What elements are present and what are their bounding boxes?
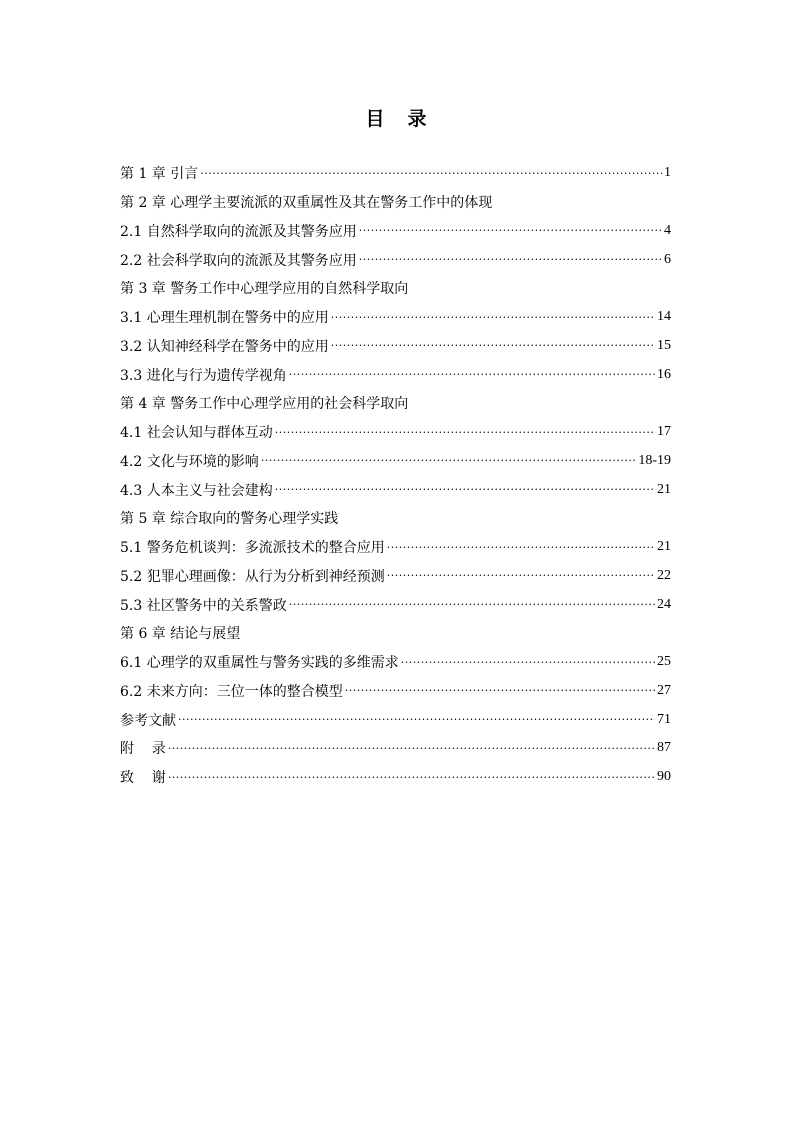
toc-entry-appendix[interactable]	[120, 734, 671, 763]
toc-page-number: 71	[657, 711, 671, 727]
toc-entry-4-1[interactable]	[120, 418, 671, 447]
toc-page-number: 27	[657, 682, 671, 698]
toc-leader	[289, 599, 655, 610]
toc-entry-6-2[interactable]	[120, 677, 671, 706]
toc-leader	[387, 542, 655, 553]
toc-entry-chapter-3[interactable]	[120, 274, 671, 303]
toc-page-number: 90	[657, 769, 671, 785]
toc-entry-3-2[interactable]	[120, 332, 671, 361]
toc-label: 4.3 人本主义与社会建构	[120, 482, 273, 499]
toc-page-number: 1	[664, 165, 671, 181]
toc-label: 5.2 犯罪心理画像：从行为分析到神经预测	[120, 568, 385, 585]
toc-leader	[359, 225, 662, 236]
toc-leader	[345, 685, 655, 696]
toc-page-number: 25	[657, 654, 671, 670]
toc-entry-2-2[interactable]	[120, 245, 671, 274]
toc-page-number: 16	[657, 366, 671, 382]
toc-label: 3.1 心理生理机制在警务中的应用	[120, 310, 329, 327]
toc-entry-6-1[interactable]	[120, 648, 671, 677]
title-char-2: 录	[407, 108, 428, 130]
toc-entry-5-2[interactable]	[120, 562, 671, 591]
toc-entry-3-3[interactable]	[120, 360, 671, 389]
toc-label: 2.1 自然科学取向的流派及其警务应用	[120, 223, 357, 240]
toc-label: 致 谢	[120, 770, 166, 787]
table-of-contents	[120, 159, 671, 792]
toc-leader	[261, 455, 637, 466]
toc-label: 6.1 心理学的双重属性与警务实践的多维需求	[120, 655, 399, 672]
toc-page-number: 22	[657, 567, 671, 583]
toc-label: 5.1 警务危机谈判：多流派技术的整合应用	[120, 540, 385, 557]
toc-page-number: 87	[657, 740, 671, 756]
toc-entry-4-2[interactable]	[120, 447, 671, 476]
toc-page-number: 21	[657, 539, 671, 555]
toc-label: 5.3 社区警务中的关系警政	[120, 597, 287, 614]
toc-leader	[331, 312, 655, 323]
toc-label: 4.2 文化与环境的影响	[120, 453, 259, 470]
toc-entry-references[interactable]	[120, 705, 671, 734]
toc-entry-chapter-1[interactable]	[120, 159, 671, 188]
toc-entry-5-3[interactable]	[120, 590, 671, 619]
toc-leader	[289, 369, 655, 380]
toc-leader	[168, 743, 655, 754]
toc-entry-acknowledgements[interactable]	[120, 763, 671, 792]
toc-page-number: 14	[657, 309, 671, 325]
toc-label: 附 录	[120, 741, 166, 758]
toc-leader	[359, 254, 662, 265]
toc-entry-4-3[interactable]	[120, 475, 671, 504]
toc-page-number: 21	[657, 481, 671, 497]
toc-label: 第 3 章 警务工作中心理学应用的自然科学取向	[120, 281, 409, 298]
toc-leader	[275, 484, 655, 495]
toc-page-number: 4	[664, 222, 671, 238]
toc-leader	[200, 168, 662, 179]
toc-label: 第 1 章 引言	[120, 166, 199, 183]
toc-label: 第 5 章 综合取向的警务心理学实践	[120, 511, 339, 528]
toc-entry-2-1[interactable]	[120, 217, 671, 246]
toc-leader	[168, 772, 655, 783]
toc-leader	[401, 657, 655, 668]
toc-label: 参考文献	[120, 712, 176, 729]
toc-entry-chapter-2[interactable]	[120, 188, 671, 217]
toc-leader	[331, 340, 655, 351]
toc-label: 第 2 章 心理学主要流派的双重属性及其在警务工作中的体现	[120, 195, 493, 212]
toc-label: 第 4 章 警务工作中心理学应用的社会科学取向	[120, 396, 409, 413]
toc-page-number: 6	[664, 251, 671, 267]
toc-label: 3.3 进化与行为遗传学视角	[120, 367, 287, 384]
toc-leader	[387, 570, 655, 581]
toc-page-number: 17	[657, 424, 671, 440]
page-title	[0, 104, 793, 131]
toc-page-number: 24	[657, 596, 671, 612]
toc-label: 第 6 章 结论与展望	[120, 626, 241, 643]
toc-label: 2.2 社会科学取向的流派及其警务应用	[120, 252, 357, 269]
toc-label: 6.2 未来方向：三位一体的整合模型	[120, 683, 343, 700]
toc-leader	[275, 427, 655, 438]
title-char-1: 目	[365, 108, 386, 130]
toc-leader	[178, 714, 655, 725]
toc-page-number: 15	[657, 337, 671, 353]
toc-page-number: 18-19	[638, 452, 671, 468]
toc-entry-5-1[interactable]	[120, 533, 671, 562]
toc-entry-chapter-6[interactable]	[120, 619, 671, 648]
toc-entry-3-1[interactable]	[120, 303, 671, 332]
toc-label: 3.2 认知神经科学在警务中的应用	[120, 338, 329, 355]
toc-label: 4.1 社会认知与群体互动	[120, 425, 273, 442]
toc-entry-chapter-4[interactable]	[120, 389, 671, 418]
toc-entry-chapter-5[interactable]	[120, 504, 671, 533]
